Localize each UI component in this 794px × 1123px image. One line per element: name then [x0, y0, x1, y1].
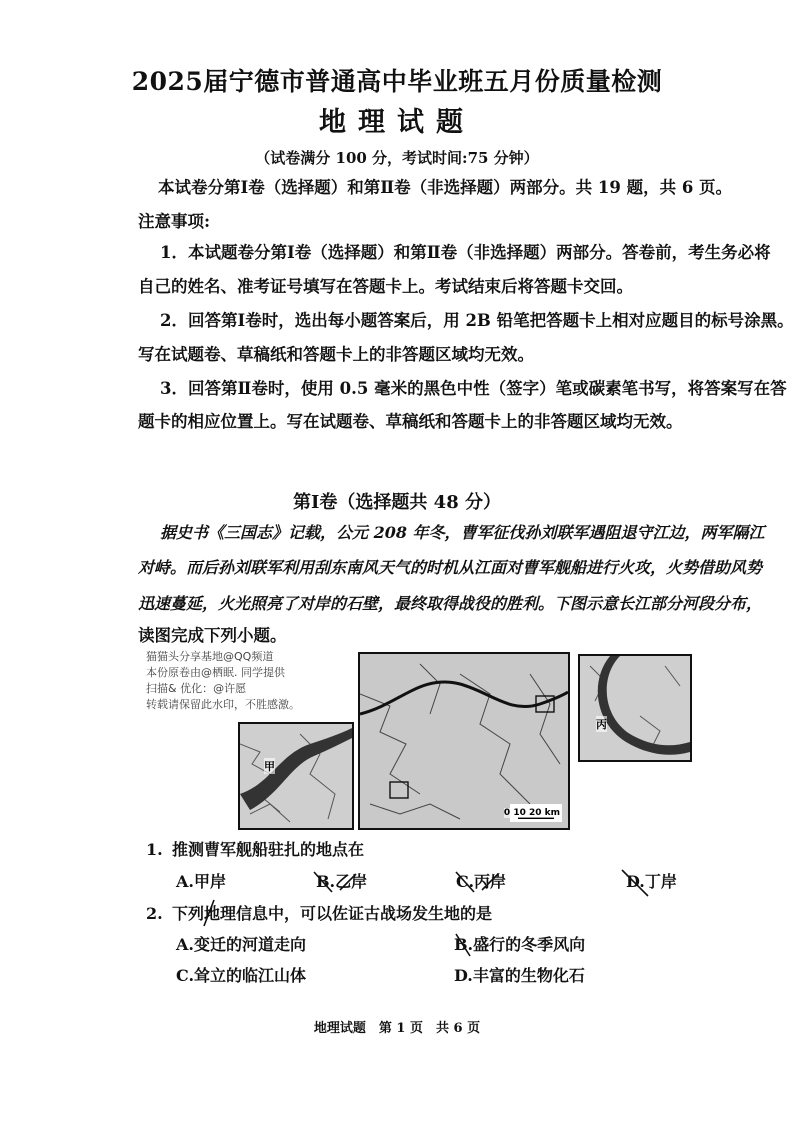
watermark-line-4: 转载请保留此水印，不胜感激。 — [146, 698, 300, 711]
section-title: 第Ⅰ卷（选择题共 48 分） — [292, 492, 501, 513]
map-main — [358, 652, 570, 830]
intro-line-3: 迅速蔓延，火光照亮了对岸的石壁，最终取得战役的胜利。下图示意长江部分河段分布， — [138, 594, 763, 613]
notice-item-3: 3．回答第Ⅱ卷时，使用 0.5 毫米的黑色中性（签字）笔或碳素笔书写，将答案写在答 — [160, 379, 787, 398]
subject-title: 地理试题 — [319, 107, 475, 138]
exam-title: 2025届宁德市普通高中毕业班五月份质量检测 — [131, 67, 663, 96]
q1-option-d[interactable]: D.丁岸 — [626, 872, 677, 891]
intro-line-1: 据史书《三国志》记载，公元 208 年冬，曹军征伐孙刘联军遇阻退守江边，两军隔江 — [160, 523, 765, 542]
map-label-jia: 甲 — [264, 760, 275, 773]
q1-option-a[interactable]: A.甲岸 — [176, 872, 226, 891]
watermark-line-2: 本份原卷由@栖眠. 同学提供 — [146, 666, 285, 679]
strike-mark-q2b — [452, 930, 476, 960]
strike-mark-d — [618, 866, 678, 898]
strike-mark-c — [452, 868, 502, 896]
exam-info: （试卷满分 100 分，考试时间:75 分钟） — [255, 149, 539, 167]
question-2-number: 2. — [146, 904, 163, 923]
watermark-line-3: 扫描& 优化：@许愿 — [146, 682, 247, 695]
strike-mark-b — [310, 868, 360, 896]
notice-item-2-cont: 写在试题卷、草稿纸和答题卡上的非答题区域均无效。 — [138, 345, 534, 364]
map-label-bing: 丙 — [596, 718, 607, 731]
q2-option-d[interactable]: D.丰富的生物化石 — [454, 966, 585, 985]
strike-mark-q2 — [198, 898, 218, 928]
notice-title: 注意事项: — [138, 212, 211, 231]
q2-option-a[interactable]: A.变迁的河道走向 — [176, 935, 306, 954]
intro-line-4: 读图完成下列小题。 — [138, 626, 287, 645]
map-scale: 0 10 20 km — [503, 808, 560, 818]
watermark-line-1: 猫猫头分享基地@QQ频道 — [146, 650, 274, 663]
page-footer: 地理试题 第 1 页 共 6 页 — [313, 1021, 481, 1036]
notice-item-1-cont: 自己的姓名、准考证号填写在答题卡上。考试结束后将答题卡交回。 — [138, 277, 633, 296]
notice-item-2: 2．回答第Ⅰ卷时，选出每小题答案后，用 2B 铅笔把答题卡上相对应题目的标号涂黑。 — [160, 311, 794, 330]
notice-item-3-cont: 题卡的相应位置上。写在试题卷、草稿纸和答题卡上的非答题区域均无效。 — [138, 412, 683, 431]
q1-option-b[interactable]: B.乙岸 — [316, 872, 368, 891]
question-1-number: 1. — [146, 840, 163, 859]
map-inset-left — [238, 722, 354, 830]
q2-option-c[interactable]: C.耸立的临江山体 — [176, 966, 307, 985]
question-2-text: 下列地理信息中，可以佐证古战场发生地的是 — [172, 904, 493, 923]
q1-option-c[interactable]: C.丙岸 — [456, 872, 507, 891]
question-1-text: 推测曹军舰船驻扎的地点在 — [172, 840, 365, 859]
notice-item-1: 1．本试题卷分第Ⅰ卷（选择题）和第Ⅱ卷（非选择题）两部分。答卷前，考生务必将 — [160, 243, 771, 262]
map-inset-right — [578, 654, 692, 762]
q2-option-b[interactable]: B.盛行的冬季风向 — [454, 935, 586, 954]
intro-line-2: 对峙。而后孙刘联军利用刮东南风天气的时机从江面对曹军舰船进行火攻，火势借助风势 — [138, 558, 763, 577]
volume-info: 本试卷分第Ⅰ卷（选择题）和第Ⅱ卷（非选择题）两部分。共 19 题，共 6 页。 — [158, 178, 733, 197]
